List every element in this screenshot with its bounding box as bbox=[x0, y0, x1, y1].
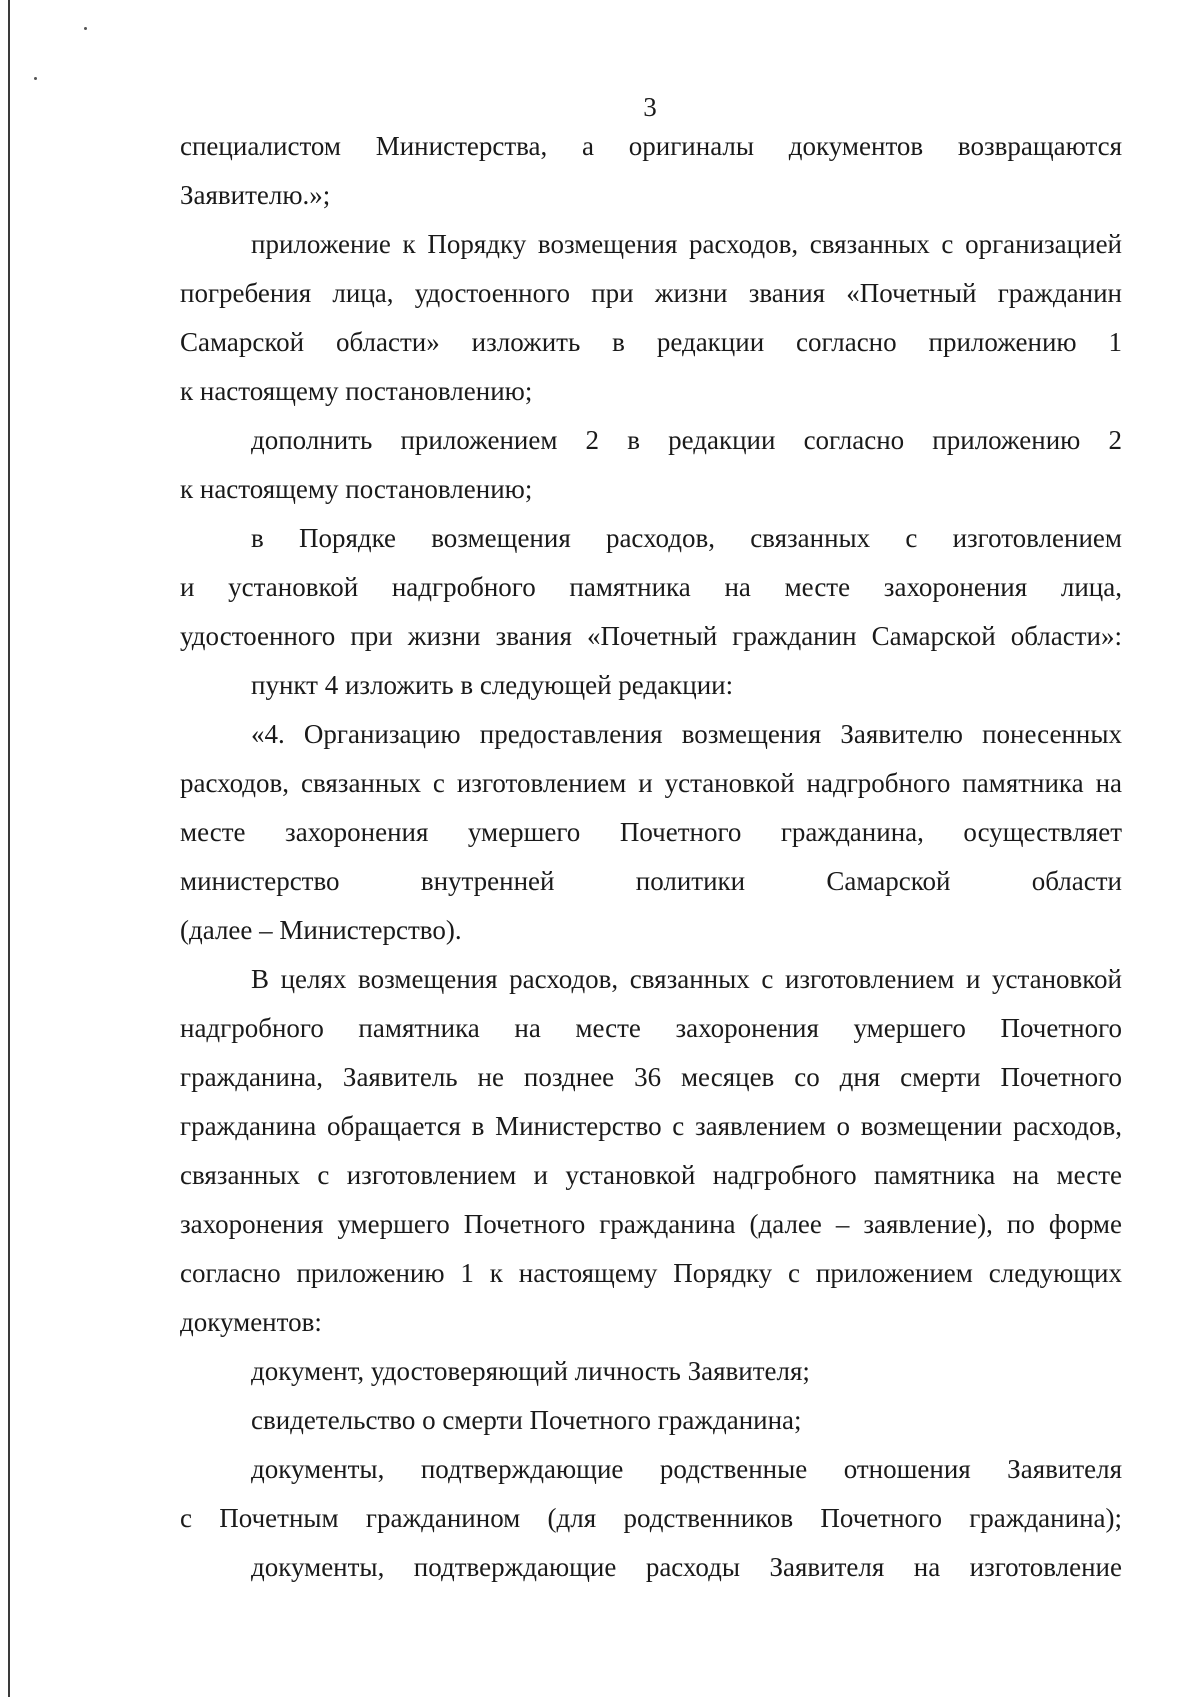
scan-edge-line bbox=[8, 0, 10, 1697]
text-line: специалистом Министерства, а оригиналы документов возвращаются bbox=[180, 131, 1122, 161]
text-line: В целях возмещения расходов, связанных с изготовлением и установкой bbox=[251, 964, 1122, 994]
text-line: Самарской области» изложить в редакции согласно приложению 1 bbox=[180, 327, 1122, 357]
text-line: и установкой надгробного памятника на месте захоронения лица, bbox=[180, 572, 1122, 602]
scan-speck bbox=[34, 77, 37, 80]
text-line: к настоящему постановлению; bbox=[180, 474, 533, 504]
page-number: 3 bbox=[643, 92, 657, 122]
text-line: месте захоронения умершего Почетного гражданина, осуществляет bbox=[180, 817, 1122, 847]
text-line: с Почетным гражданином (для родственников Почетного гражданина); bbox=[180, 1503, 1122, 1533]
text-line: гражданина, Заявитель не позднее 36 месяцев со дня смерти Почетного bbox=[180, 1062, 1122, 1092]
text-line: дополнить приложением 2 в редакции согласно приложению 2 bbox=[251, 425, 1122, 455]
text-line: согласно приложению 1 к настоящему Порядку с приложением следующих bbox=[180, 1258, 1122, 1288]
text-line: захоронения умершего Почетного гражданина (далее – заявление), по форме bbox=[180, 1209, 1122, 1239]
document-body bbox=[180, 122, 1122, 1592]
text-line: документ, удостоверяющий личность Заявителя; bbox=[251, 1356, 810, 1386]
text-line: гражданина обращается в Министерство с заявлением о возмещении расходов, bbox=[180, 1111, 1122, 1141]
text-line: свидетельство о смерти Почетного гражданина; bbox=[251, 1405, 802, 1435]
text-line: (далее – Министерство). bbox=[180, 915, 462, 945]
text-line: к настоящему постановлению; bbox=[180, 376, 533, 406]
scan-speck bbox=[84, 27, 87, 30]
text-line: министерство внутренней политики Самарской области bbox=[180, 866, 1122, 896]
text-line: расходов, связанных с изготовлением и установкой надгробного памятника на bbox=[180, 768, 1122, 798]
text-line: документов: bbox=[180, 1307, 322, 1337]
text-line: приложение к Порядку возмещения расходов, связанных с организацией bbox=[251, 229, 1122, 259]
text-line: пункт 4 изложить в следующей редакции: bbox=[251, 670, 734, 700]
text-line: документы, подтверждающие родственные отношения Заявителя bbox=[251, 1454, 1122, 1484]
text-line: в Порядке возмещения расходов, связанных с изготовлением bbox=[251, 523, 1122, 553]
text-line: «4. Организацию предоставления возмещения Заявителю понесенных bbox=[251, 719, 1122, 749]
text-line: документы, подтверждающие расходы Заявителя на изготовление bbox=[251, 1552, 1122, 1582]
text-line: удостоенного при жизни звания «Почетный гражданин Самарской области»: bbox=[180, 621, 1122, 651]
text-line: надгробного памятника на месте захоронения умершего Почетного bbox=[180, 1013, 1122, 1043]
text-line: погребения лица, удостоенного при жизни звания «Почетный гражданин bbox=[180, 278, 1122, 308]
text-line: Заявителю.»; bbox=[180, 180, 331, 210]
text-line: связанных с изготовлением и установкой надгробного памятника на месте bbox=[180, 1160, 1122, 1190]
